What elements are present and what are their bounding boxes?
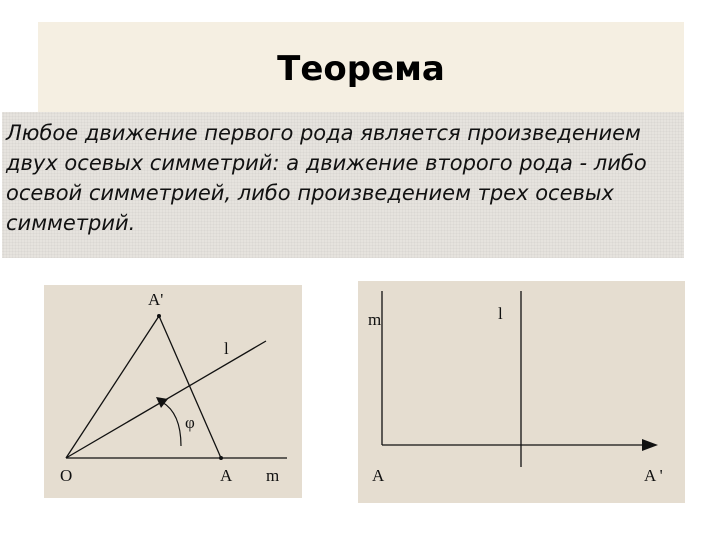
rotation-figure bbox=[44, 285, 302, 498]
figure-background bbox=[44, 285, 302, 498]
label-a: A bbox=[220, 466, 233, 485]
label-a-prime: A ' bbox=[644, 466, 663, 485]
theorem-text: Любое движение первого рода является произведением двух осевых симметрий: а движение второго рода - либо осевой симметрией, либо произведением трех осевых симметрий. bbox=[6, 121, 647, 235]
perpendicular-axes-figure bbox=[358, 281, 685, 503]
label-l: l bbox=[498, 304, 503, 323]
perpendicular-axes-figure-svg bbox=[358, 281, 685, 503]
label-phi: φ bbox=[185, 413, 195, 432]
point-a-prime bbox=[157, 314, 161, 318]
point-a bbox=[219, 456, 223, 460]
rotation-figure-svg bbox=[44, 285, 302, 498]
label-l: l bbox=[224, 339, 229, 358]
slide-title: Теорема bbox=[277, 49, 445, 89]
label-a: A bbox=[372, 466, 385, 485]
label-o: O bbox=[60, 466, 73, 485]
label-m: m bbox=[368, 310, 382, 329]
label-m: m bbox=[266, 466, 280, 485]
label-a-prime: A' bbox=[148, 290, 164, 309]
